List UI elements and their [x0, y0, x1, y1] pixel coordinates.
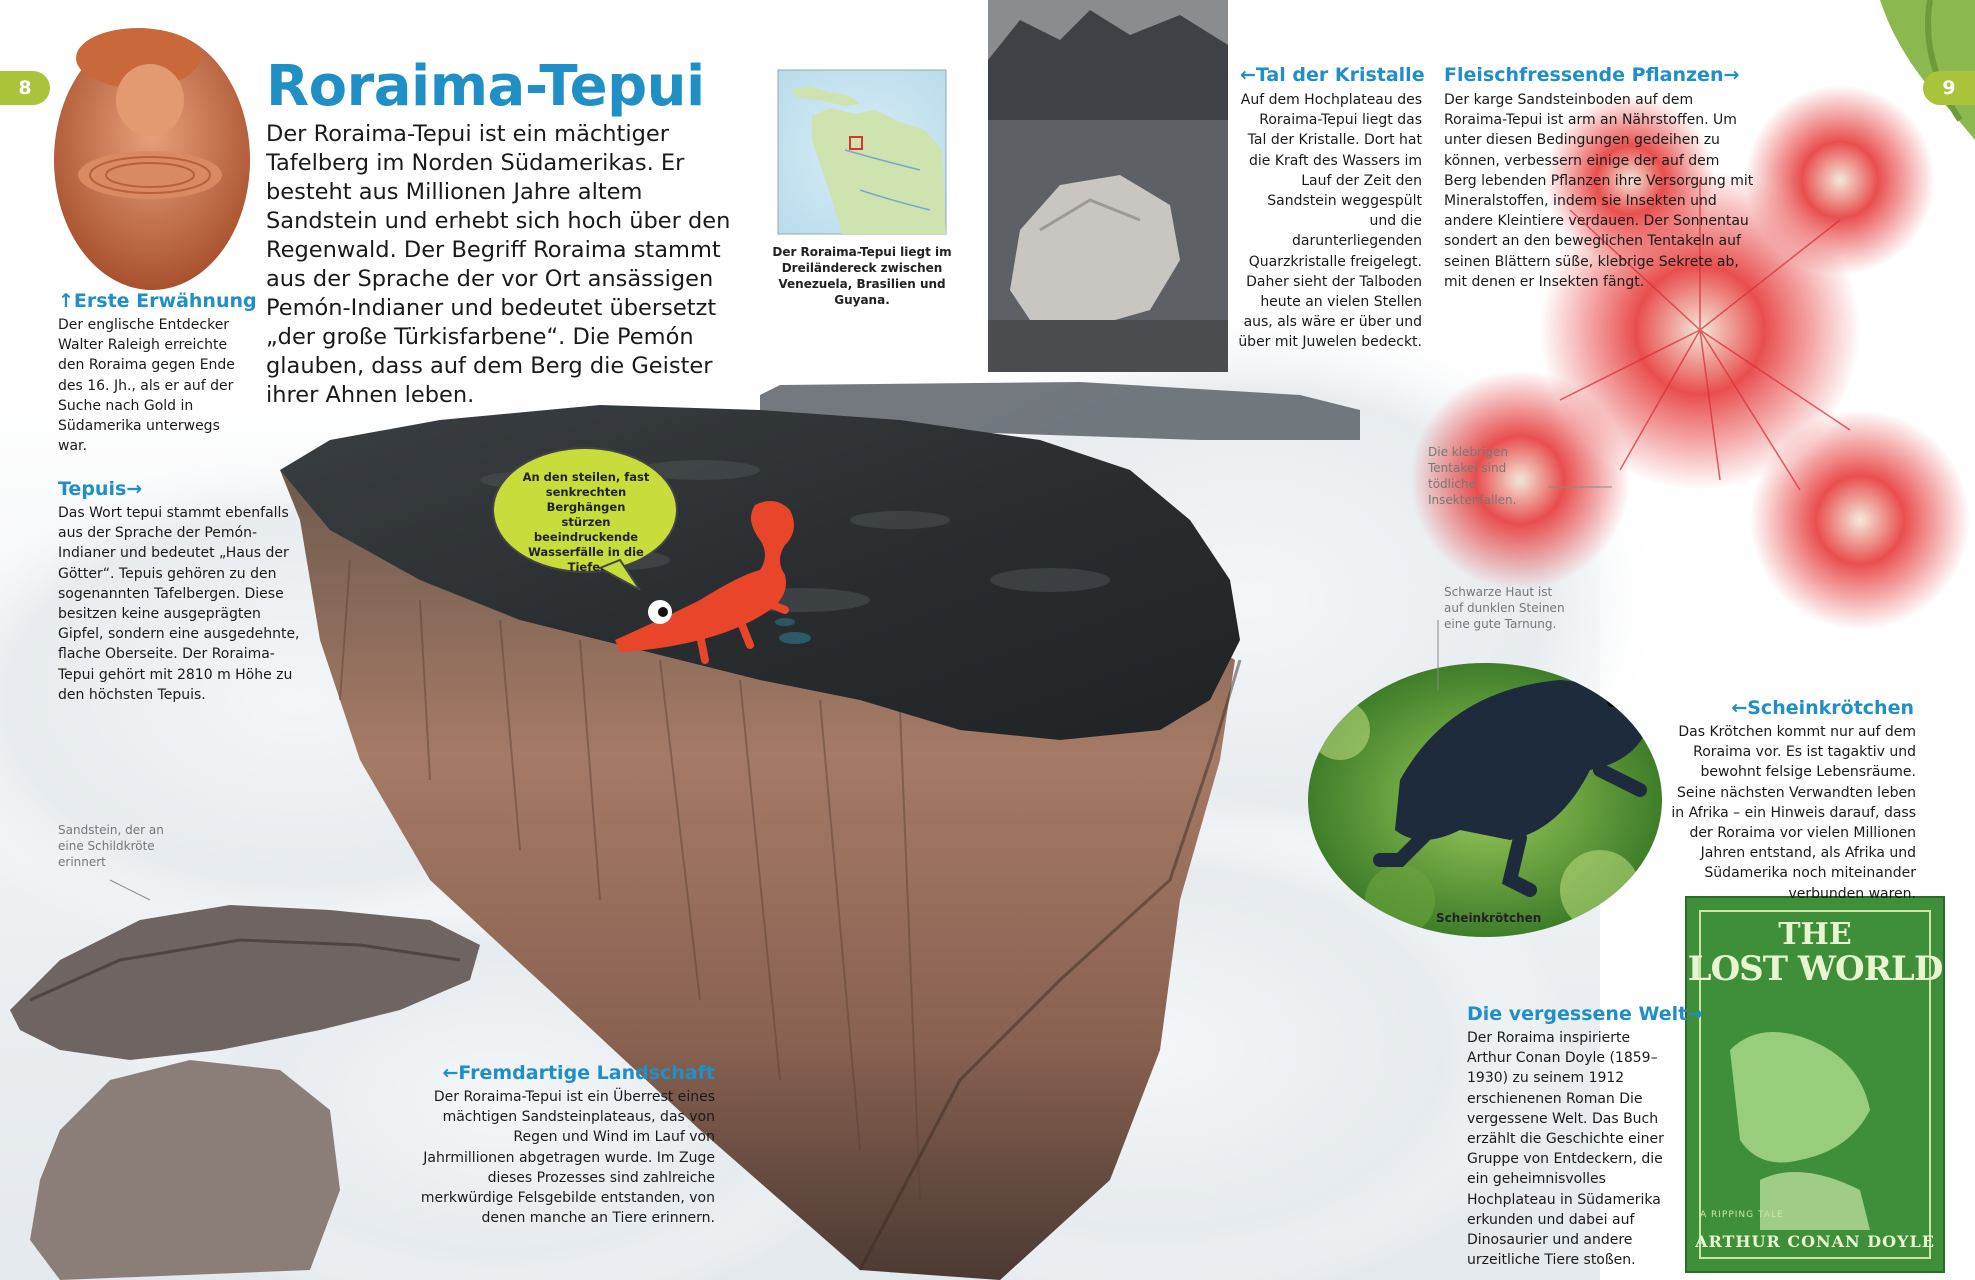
page-number-left: 8	[0, 71, 50, 105]
arrow-right-icon: →	[1723, 64, 1740, 86]
page-title: Roraima-Tepui	[266, 54, 705, 119]
heading-tal-der-kristalle: ←Tal der Kristalle	[1240, 64, 1425, 86]
caption-scheinkroetchen: Scheinkrötchen	[1436, 911, 1542, 925]
heading-fremdartige-landschaft: ←Fremdartige Landschaft	[442, 1062, 715, 1084]
text-erste-erwaehnung: Der englische Entdecker Walter Raleigh erreichte den Roraima gegen Ende des 16. Jh., als er auf der Suche nach Gold in Südamerika unterwegs war.	[58, 317, 235, 455]
text-fremdartige-landschaft: Der Roraima-Tepui ist ein Überrest eines mächtigen Sandsteinplateaus, das von Regen und Wind im Lauf von Jahrmillionen abgetragen wurde. Im Zuge dieses Prozesses sind zahlreiche merkwürdige Felsgebilde entstanden, von denen manche an Tiere erinnern.	[420, 1089, 715, 1227]
caption-tentakel: Die klebrigen Tentakel sind tödliche Insektenfallen.	[1428, 445, 1517, 507]
caption-sandstein: Sandstein, der an eine Schildkröte erinnert	[58, 823, 164, 869]
text-tal-der-kristalle: Auf dem Hochplateau des Roraima-Tepui liegt das Tal der Kristalle. Dort hat die Kraft des Wassers im Lauf der Zeit den Sandstein weggespült und die darunterliegenden Quarzkristalle freigelegt. Daher sieht der Talboden heute an vielen Stellen aus, als wäre er über und über mit Juwelen bedeckt.	[1238, 92, 1422, 351]
text-fleischfressende-pflanzen: Der karge Sandsteinboden auf dem Roraima-Tepui ist arm an Nährstoffen. Um unter diesen Bedingungen gedeihen zu können, verbessern einige der auf dem Berg lebenden Pflanzen ihre Versorgung mit Mineralstoffen, indem sie Insekten und andere Kleintiere verdauen. Der Sonnentau sondert an den beweglichen Tentakeln auf seinen Blättern süße, klebrige Sekrete ab, mit denen er Insekten fängt.	[1444, 92, 1754, 290]
book-author: ARTHUR CONAN DOYLE	[1695, 1232, 1935, 1251]
heading-die-vergessene-welt: Die vergessene Welt→	[1467, 1003, 1704, 1025]
heading-scheinkroetchen: ←Scheinkrötchen	[1731, 697, 1914, 719]
arrow-left-icon: ←	[1731, 697, 1748, 719]
arrow-right-icon: →	[126, 478, 143, 500]
text-tepuis: Das Wort tepui stammt ebenfalls aus der Sprache der Pemón-Indianer und bedeutet „Haus der Götter“. Tepuis gehören zu den sogenannten Tafelbergen. Diese besitzen keine ausgeprägten Gipfel, sondern eine ausgedehnte, flache Oberseite. Der Roraima-Tepui gehört mit 2810 m Höhe zu den höchsten Tepuis.	[58, 505, 300, 703]
arrow-right-icon: →	[1687, 1003, 1704, 1025]
book-tagline: A RIPPING TALE	[1700, 1210, 1784, 1220]
heading-erste-erwaehnung: ↑Erste Erwähnung	[58, 290, 257, 312]
text-scheinkroetchen: Das Krötchen kommt nur auf dem Roraima vor. Es ist tagaktiv und bewohnt felsige Lebensräume. Seine nächsten Verwandten leben in Afrika – ein Hinweis darauf, dass der Roraima vor vielen Millionen Jahren entstand, als Afrika und Südamerika noch miteinander verbunden waren.	[1671, 724, 1916, 902]
book-title-line1: THE	[1778, 917, 1852, 952]
map-caption: Der Roraima-Tepui liegt im Dreiländereck zwischen Venezuela, Brasilien und Guyana.	[772, 245, 952, 307]
caption-schwarze-haut: Schwarze Haut ist auf dunklen Steinen eine gute Tarnung.	[1444, 585, 1565, 631]
arrow-up-icon: ↑	[58, 290, 74, 312]
arrow-left-icon: ←	[1240, 64, 1256, 86]
heading-tepuis: Tepuis→	[58, 478, 143, 500]
intro-paragraph: Der Roraima-Tepui ist ein mächtiger Tafelberg im Norden Südamerikas. Er besteht aus Millionen Jahre altem Sandstein und erhebt sich hoch über den Regenwald. Der Begriff Roraima stammt aus der Sprache der vor Ort ansässigen Pemón-Indianer und bedeutet übersetzt „der große Türkisfarbene“. Die Pemón glauben, dass auf dem Berg die Geister ihrer Ahnen leben.	[266, 121, 731, 408]
arrow-left-icon: ←	[442, 1062, 459, 1084]
text-die-vergessene-welt: Der Roraima inspirierte Arthur Conan Doyle (1859–1930) zu seinem 1912 erschienenen Roman Die vergessene Welt. Das Buch erzählt die Geschichte einer Gruppe von Entdeckern, die ein geheimnisvolles Hochplateau in Südamerika erkunden und dabei auf Dinosaurier und andere urzeitliche Tiere stoßen.	[1467, 1030, 1664, 1269]
page-number-right: 9	[1923, 71, 1975, 105]
heading-fleischfressende-pflanzen: Fleischfressende Pflanzen→	[1444, 64, 1740, 86]
book-title-line2: LOST WORLD	[1687, 949, 1943, 989]
speech-bubble-text: An den steilen, fast senkrechten Berghängen stürzen beeindruckende Wasserfälle in die Tiefe.	[522, 470, 650, 574]
